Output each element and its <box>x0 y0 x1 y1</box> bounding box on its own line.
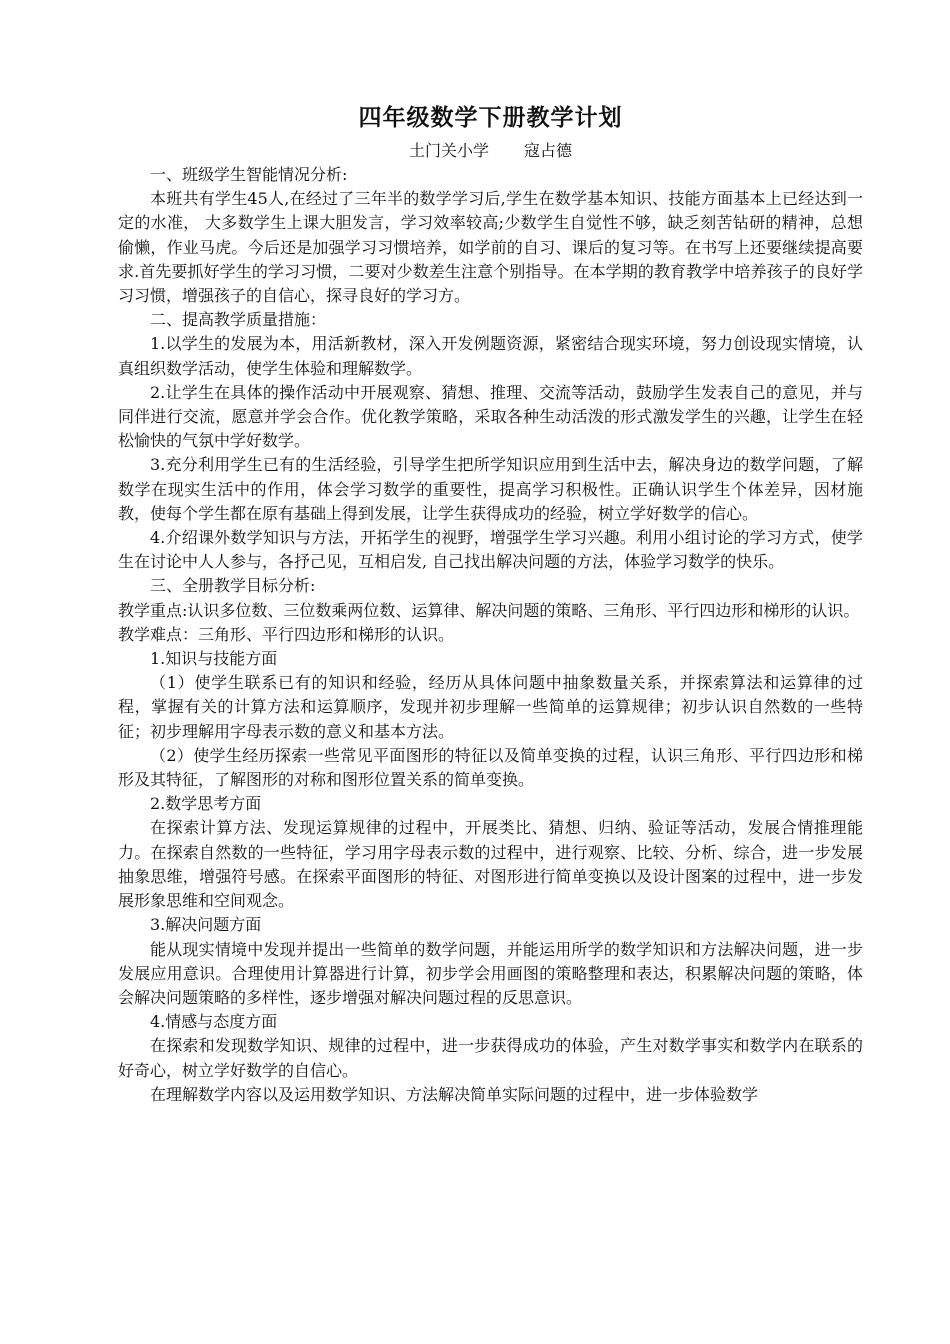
subheading: 4.情感与态度方面 <box>150 1012 278 1032</box>
author-line <box>118 138 863 163</box>
paragraph: 在探索和发现数学知识、规律的过程中，进一步获得成功的体验，产生对数学事实和数学内在联系的好奇心，树立学好数学的自信心。 <box>118 1036 863 1080</box>
paragraph: 在探索计算方法、发现运算规律的过程中，开展类比、猜想、归纳、验证等活动，发展合情推理能力。在探索自然数的一些特征，学习用字母表示数的过程中，进行观察、比较、分析、综合，进一步发展抽象思维，增强符号感。在探索平面图形的特征、对图形进行简单变换以及设计图案的过程中，进一步发展形象思维和空间观念。 <box>118 818 863 911</box>
document-body <box>118 163 863 1107</box>
subheading: 1.知识与技能方面 <box>150 649 278 669</box>
paragraph: （1）使学生联系已有的知识和经验，经历从具体问题中抽象数量关系，并探索算法和运算律的过程，掌握有关的计算方法和运算顺序，发现并初步理解一些简单的运算规律；初步认识自然数的一些特征；初步理解用字母表示数的意义和基本方法。 <box>118 673 863 741</box>
section-heading-3: 三、全册教学目标分析: <box>150 576 316 596</box>
school-name: 土门关小学 <box>408 141 489 160</box>
subheading: 2.数学思考方面 <box>150 794 262 814</box>
paragraph: （2）使学生经历探索一些常见平面图形的特征以及简单变换的过程，认识三角形、平行四边形和梯形及其特征，了解图形的对称和图形位置关系的简单变换。 <box>118 745 863 790</box>
paragraph: 本班共有学生45人,在经过了三年半的数学学习后,学生在数学基本知识、技能方面基本上已经达到一定的水准， 大多数学生上课大胆发言，学习效率较高;少数学生自觉性不够，缺乏刻苦钻研的精神，总想偷懒，作业马虎。今后还是加强学习习惯培养，如学前的自习、课后的复习等。在书写上还要继续提高要求.首先要抓好学生的学习习惯，二要对少数差生注意个别指导。在本学期的教育教学中培养孩子的良好学习习惯，增强孩子的自信心，探寻良好的学习方。 <box>118 189 863 306</box>
list-item: 4.介绍课外数学知识与方法，开拓学生的视野，增强学生学习兴趣。利用小组讨论的学习方式，使学生在讨论中人人参与，各抒己见，互相启发, 自己找出解决问题的方法，体验学习数学的快乐。 <box>118 528 863 572</box>
document-title: 四年级数学下册教学计划 <box>358 105 623 131</box>
section-heading-1: 一、班级学生智能情况分析: <box>150 165 348 184</box>
paragraph: 在理解数学内容以及运用数学知识、方法解决简单实际问题的过程中，进一步体验数学 <box>150 1084 759 1104</box>
paragraph: 能从现实情境中发现并提出一些简单的数学问题，并能运用所学的数学知识和方法解决问题，进一步发展应用意识。合理使用计算器进行计算，初步学会用画图的策略整理和表达，积累解决问题的策略，体会解决问题策略的多样性，逐步增强对解决问题过程的反思意识。 <box>118 939 863 1007</box>
author-name: 寇占德 <box>524 141 573 160</box>
section-heading-2: 二、提高教学质量措施： <box>150 310 327 330</box>
list-item: 1.以学生的发展为本，用活新教材，深入开发例题资源，紧密结合现实环境，努力创设现实情境，认真组织数学活动，使学生体验和理解数学。 <box>118 334 863 378</box>
subheading: 3.解决问题方面 <box>150 915 262 935</box>
list-item: 3.充分利用学生已有的生活经验，引导学生把所学知识应用到生活中去，解决身边的数学问题，了解数学在现实生活中的作用，体会学习数学的重要性，提高学习积极性。正确认识学生个体差异，因材施教，使每个学生都在原有基础上得到发展，让学生获得成功的经验，树立学好数学的信心。 <box>118 455 863 523</box>
paragraph: 教学难点：三角形、平行四边形和梯形的认识。 <box>118 624 455 644</box>
list-item: 2.让学生在具体的操作活动中开展观察、猜想、推理、交流等活动，鼓励学生发表自己的意见，并与同伴进行交流，愿意并学会合作。优化教学策略，采取各种生动活泼的形式激发学生的兴趣，让学生在轻松愉快的气氛中学好数学。 <box>118 382 863 451</box>
document-page <box>118 100 863 1107</box>
paragraph: 教学重点:认识多位数、三位数乘两位数、运算律、解决问题的策略、三角形、平行四边形和梯形的认识。 <box>118 600 860 620</box>
